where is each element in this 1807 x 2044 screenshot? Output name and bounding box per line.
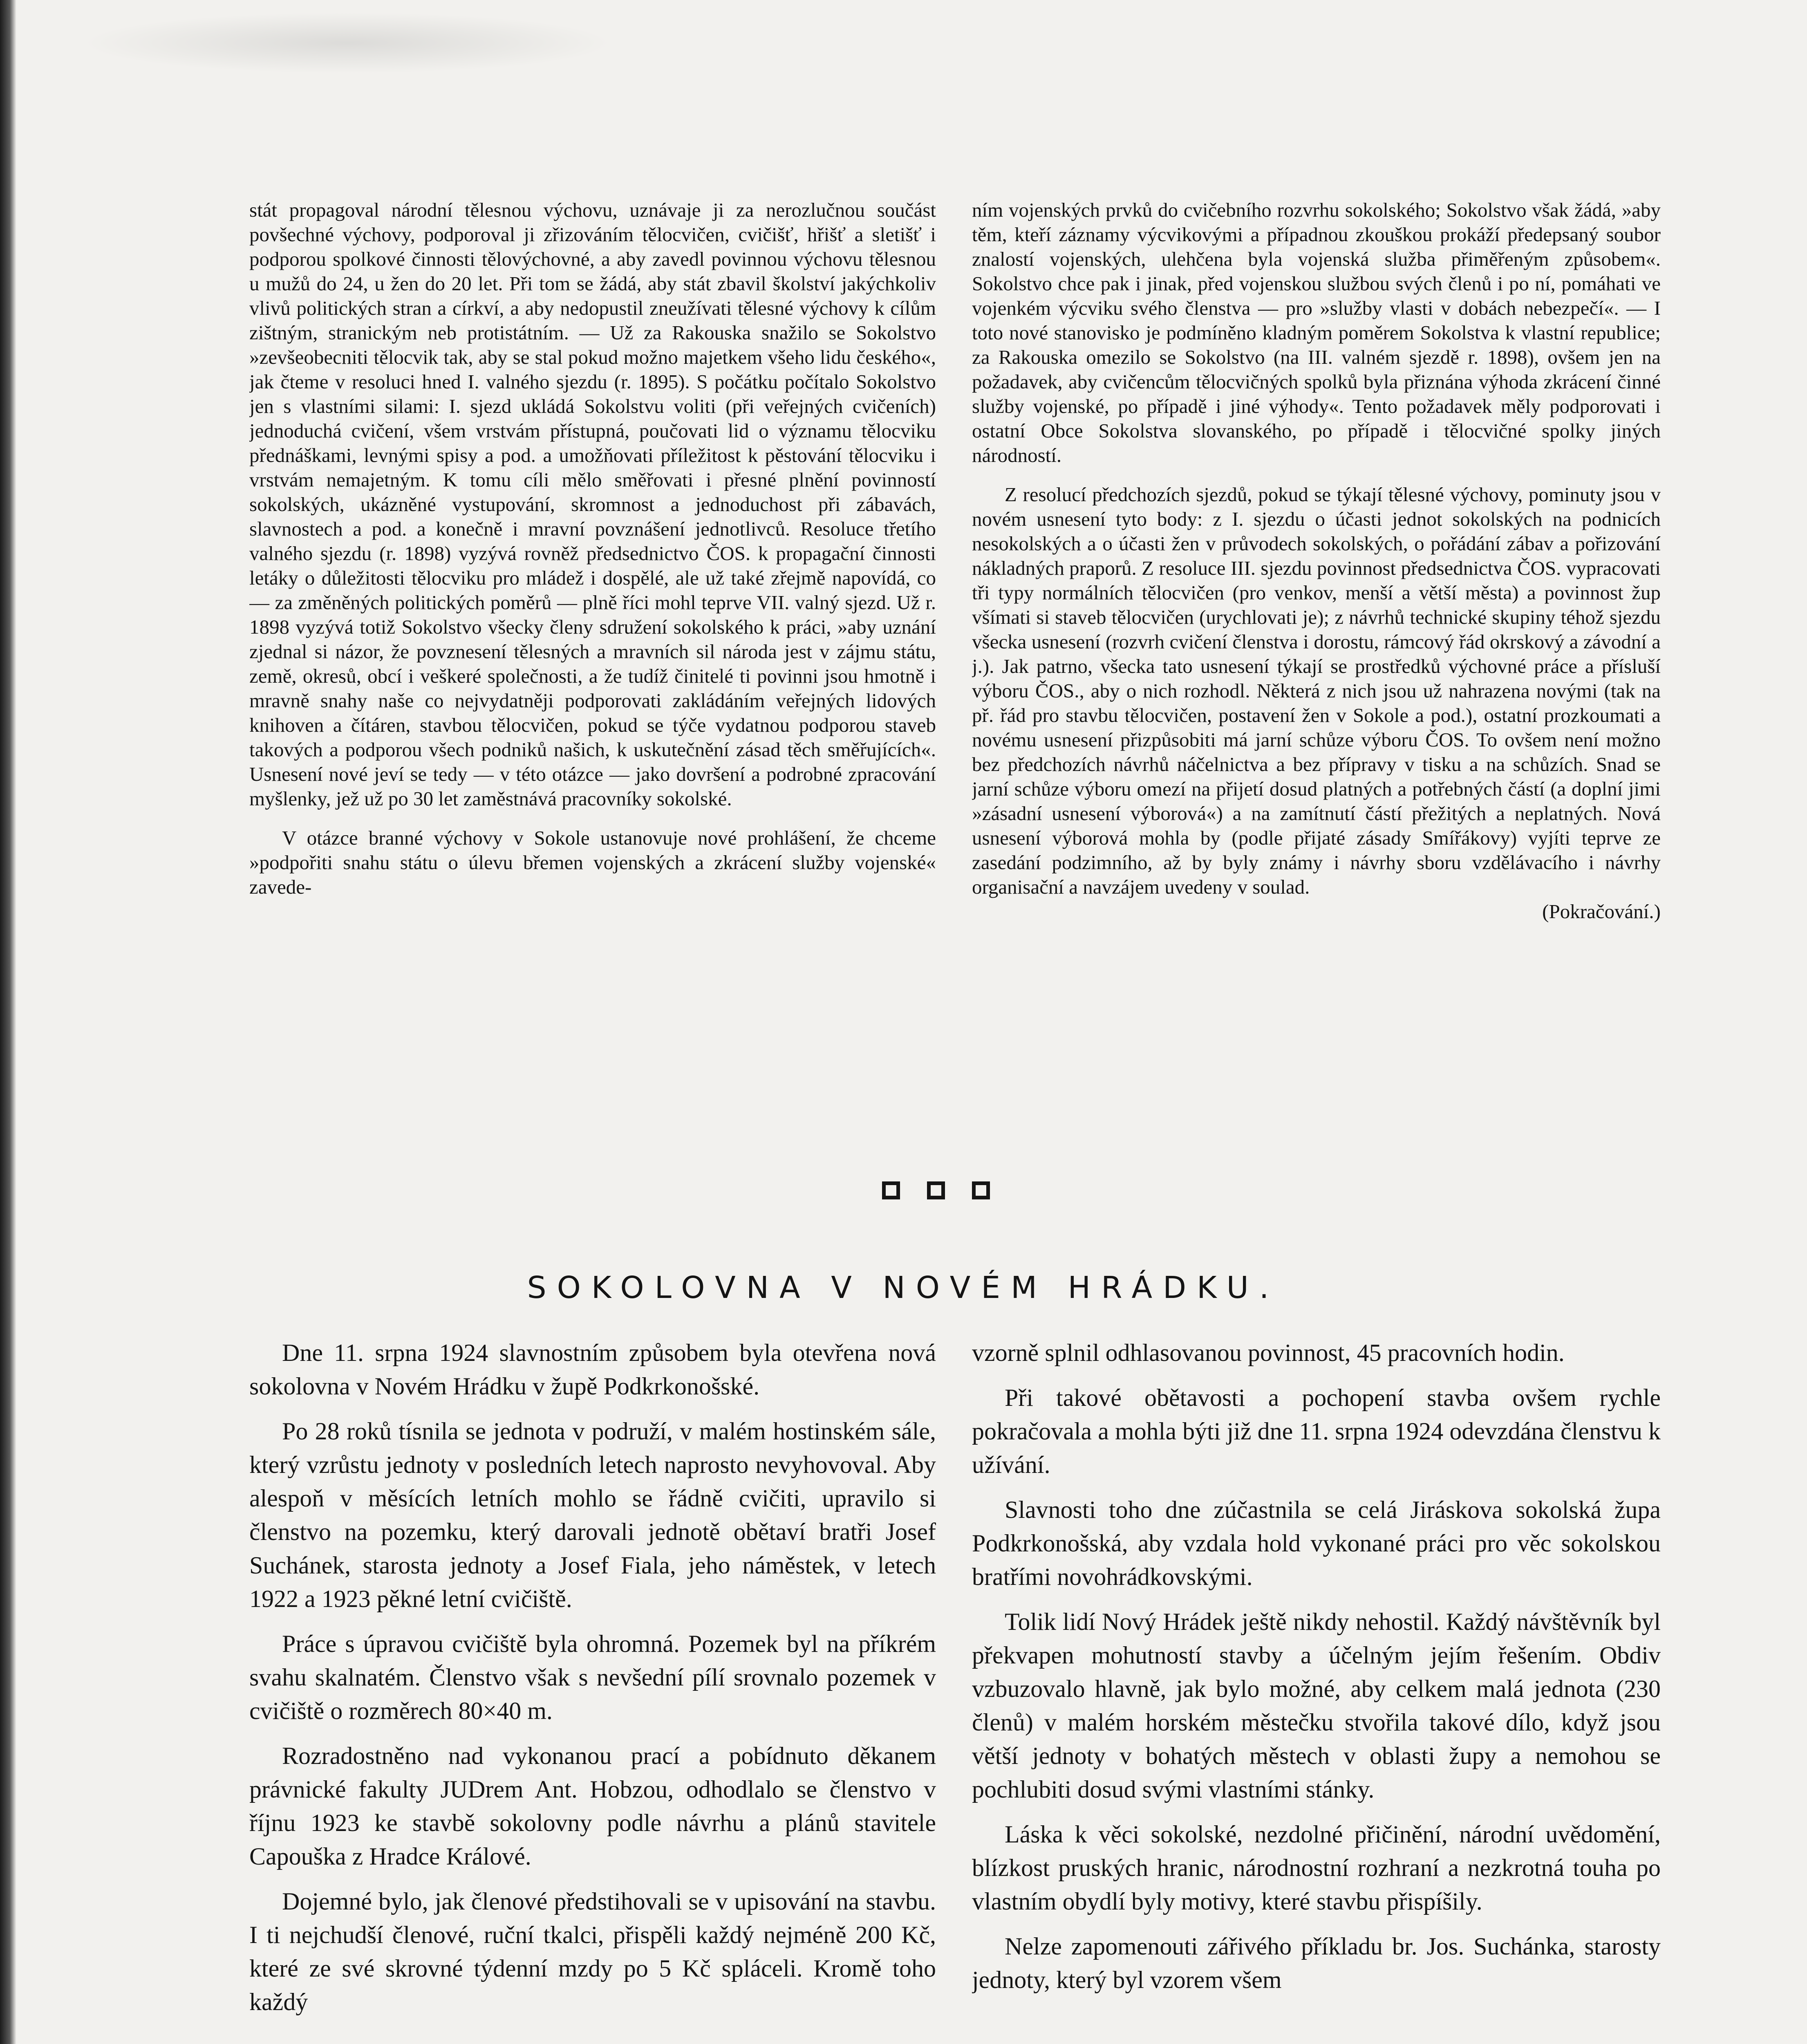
paragraph: vzorně splnil odhlasovanou povinnost, 45 pracovních hodin.: [972, 1339, 1565, 1366]
upper-left-column: [249, 198, 936, 1131]
scan-smudge: [82, 12, 613, 74]
article-left-column: [249, 1336, 936, 2044]
paragraph: ním vojenských prvků do cvičebního rozvrhu sokolského; Sokolstvo však žádá, »aby těm, kteří záznamy výcvikovými a případnou zkouškou prokáží předepsaný soubor znalostí vojenských, ulehčena byla vojenská služba přiměřeným způsobem«. Sokolstvo chce pak i jinak, před vojenskou službou svých členů i po ní, pomáhati ve vojenkém výcviku svého členstva — pro »služby vlasti v dobách nebezpečí«. — I toto nové stanovisko je podmíněno kladným poměrem Sokolstva k vlastní republice; za Rakouska omezilo se Sokolstvo (na III. valném sjezdě r. 1898), ovšem jen na požadavek, aby cvičencům tělocvičných spolků byla přiznána výhoda zkrácení činné služby vojenské, po případě i jiné výhody«. Tento požadavek měly podporovati i ostatní Obce Sokolstva slovanského, po případě i tělocvičné spolky jiných národností.: [972, 199, 1661, 466]
article-title: SOKOLOVNA V NOVÉM HRÁDKU.: [527, 1270, 1280, 1305]
paragraph: Láska k věci sokolské, nezdolné přičinění, národní uvědomění, blízkost pruských hranic, národnostní rozhraní a nezkrotná touha po vlastním obydlí byly motivy, které stavbu přispíšily.: [972, 1821, 1661, 1915]
paragraph: Tolik lidí Nový Hrádek ještě nikdy nehostil. Každý návštěvník byl překvapen mohutností stavby a účelným jejím řešením. Obdiv vzbuzovalo hlavně, jak bylo možné, aby celkem malá jednota (230 členů) v malém horském městečku stvořila takové dílo, když jsou větší jednoty v bohatých městech v oblasti župy a nemohou se pochlubiti dosud svými vlastními stánky.: [972, 1608, 1661, 1803]
paragraph: V otázce branné výchovy v Sokole ustanovuje nové prohlášení, že chceme »podpořiti snahu státu o úlevu břemen vojenských a zkrácení služby vojenské« zavede-: [249, 827, 936, 898]
paragraph: Z resolucí předchozích sjezdů, pokud se týkají tělesné výchovy, pominuty jsou v novém usnesení tyto body: z I. sjezdu o účasti jednot sokolských na podnicích nesokolských a o účasti žen v průvodech sokolských, o pořádání zábav a pořizování nákladných praporů. Z resoluce III. sjezdu povinnost předsednictva ČOS. vypracovati tři typy normálních tělocvičen (pro venkov, menší a větší města) a povinnost žup všímati si staveb tělocvičen (urychlovati je); z návrhů technické skupiny téhož sjezdu všecka usnesení (rozvrh cvičení členstva i dorostu, rámcový řád okrskový a závodní a j.). Jak patrno, všecka tato usnesení týkají se prostředků výchovné práce a přísluší výboru ČOS., aby o nich rozhodl. Některá z nich jsou už nahrazena novými (tak na př. řád pro stavbu tělocvičen, postavení žen v Sokole a pod.), ostatní prozkoumati a novému usnesení přizpůsobiti má jarní schůze výboru ČOS. To ovšem není možno bez předchozích návrhů náčelnictva a bez přípravy v tisku a na schůzích. Snad se jarní schůze výboru omezí na přijetí dosud platných a potřebných částí (a doplní jimi »zásadní usnesení výborová«) a na zamítnutí částí přežitých a neplatných. Nová usnesení výborová mohla by (podle přijaté zásady Smířákovy) vyjíti teprve ze zasedání podzimního, až by byly známy i návrhy sboru vzdělávacího i návrhy organisační a navzájem uvedeny v soulad.: [972, 483, 1661, 898]
divider-square-icon: [882, 1181, 900, 1199]
paragraph: Rozradostněno nad vykonanou prací a pobídnuto děkanem právnické fakulty JUDrem Ant. Hobzou, odhodlalo se členstvo v říjnu 1923 ke stavbě sokolovny podle návrhu a plánů stavitele Capouška z Hradce Králové.: [249, 1742, 936, 1870]
divider-square-icon: [927, 1181, 945, 1199]
article-right-column: [972, 1336, 1661, 2044]
paragraph: Slavnosti toho dne zúčastnila se celá Jiráskova sokolská župa Podkrkonošská, aby vzdala hold vykonané práci pro věc sokolskou bratřími novohrádkovskými.: [972, 1496, 1661, 1590]
paragraph: Při takové obětavosti a pochopení stavba ovšem rychle pokračovala a mohla býti již dne 11. srpna 1924 odevzdána členstvu k užívání.: [972, 1384, 1661, 1478]
divider-square-icon: [972, 1181, 990, 1199]
paragraph: Práce s úpravou cvičiště byla ohromná. Pozemek byl na příkrém svahu skalnatém. Členstvo však s nevšední pílí srovnalo pozemek v cvičiště o rozměrech 80×40 m.: [249, 1630, 936, 1724]
continued-note: (Pokračování.): [1542, 900, 1661, 923]
section-divider: [834, 1181, 1038, 1210]
paragraph: Po 28 roků tísnila se jednota v podruží, v malém hostinském sále, který vzrůstu jednoty v posledních letech naprosto nevyhovoval. Aby alespoň v měsících letních mohlo se řádně cvičiti, upravilo si členstvo na pozemku, který darovali jednotě obětaví bratři Josef Suchánek, starosta jednoty a Josef Fiala, jeho náměstek, v letech 1922 a 1923 pěkné letní cvičiště.: [249, 1418, 936, 1612]
paragraph: Dne 11. srpna 1924 slavnostním způsobem byla otevřena nová sokolovna v Novém Hrádku v župě Podkrkonošské.: [249, 1339, 936, 1400]
scan-edge-left: [0, 0, 16, 2044]
paragraph: Nelze zapomenouti zářivého příkladu br. Jos. Suchánka, starosty jednoty, který byl vzorem všem: [972, 1933, 1661, 1993]
upper-right-column: [972, 198, 1661, 1150]
paragraph: Dojemné bylo, jak členové předstihovali se v upisování na stavbu. I ti nejchudší členové, ruční tkalci, přispěli každý nejméně 200 Kč, které ze své skrovné týdenní mzdy po 5 Kč spláceli. Kromě toho každý: [249, 1888, 936, 2015]
paragraph: stát propagoval národní tělesnou výchovu, uznávaje ji za nerozlučnou součást povšechné výchovy, podporoval ji zřizováním tělocvičen, cvičišť, hřišť a sletišť i podporou spolkové činnosti tělovýchovné, a aby zavedl povinnou výchovu tělesnou u mužů do 24, u žen do 20 let. Při tom se žádá, aby stát zbavil školství jakýchkoliv vlivů politických stran a církví, a aby nedopustil zneužívati tělesné výchovy k cílům zištným, stranickým neb protistátním. — Už za Rakouska snažilo se Sokolstvo »zevšeobecniti tělocvik tak, aby se stal pokud možno majetkem všeho lidu českého«, jak čteme v resoluci hned I. valného sjezdu (r. 1895). S počátku počítalo Sokolstvo jen s vlastními silami: I. sjezd ukládá Sokolstvu voliti (při veřejných cvičeních) jednoduchá cvičení, všem vrstvám přístupná, poučovati lid o významu tělocviku přednáškami, levnými spisy a pod. a umožňovati příležitost k pěstování tělocviku i vrstvám nemajetným. K tomu cíli mělo směřovati i přesné plnění povinností sokolských, ukázněné vystupování, skromnost a jednoduchost při zábavách, slavnostech a pod. a konečně i mravní povznášení jednotlivců. Resoluce třetího valného sjezdu (r. 1898) vyzývá rovněž předsednictvo ČOS. k propagační činnosti letáky o důležitosti tělocviku pro mládež i dospělé, ale už také zřejmě napovídá, co — za změněných politických poměrů — plně říci mohl teprve VII. valný sjezd. Už r. 1898 vyzývá totiž Sokolstvo všecky členy sdružení sokolského k práci, »aby uznání zjednal si názor, že povznesení tělesných a mravních sil národa jest v zájmu státu, země, okresů, obcí i veškeré společnosti, a že tudíž činitelé ti povinni jsou hmotně i mravně snahy naše co nejvydatněji podporovati zakládáním veřejných lidových knihoven a čítáren, stavbou tělocvičen, pokud se týče vydatnou podporou staveb takových a podporou všech podniků našich, k uskutečnění zásad těch směřujících«. Usnesení nové jeví se tedy — v této otázce — jako dovršení a podrobné zpracování myšlenky, jež už po 30 let zaměstnává pracovníky sokolské.: [249, 199, 936, 810]
